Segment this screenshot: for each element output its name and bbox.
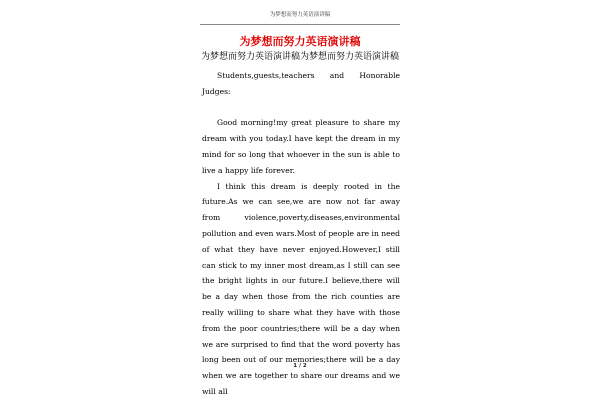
document-body — [202, 68, 400, 400]
salutation-paragraph: Students,guests,teachers and Honorable Judges: — [202, 71, 400, 96]
running-header: 为梦想而努力英语演讲稿 — [269, 12, 331, 18]
header-divider — [200, 24, 400, 25]
document-subtitle: 为梦想而努力英语演讲稿为梦想而努力英语演讲稿 — [200, 52, 399, 62]
body-paragraph: I think this dream is deeply rooted in the future.As we can see,we are now not far away from violence,poverty,diseases,environmental pollution and even wars.Most of people are in need of what they have never enjoyed.However,I still can stick to my inner most dream,as I still can see the bright lights in our future.I believe,there will be a day when those from the rich counties are really willing to share what they have with those from the poor countries;there will be a day when we are surprised to find that the word poverty has long been out of our memories;there will be a day when we are together to share our dreams and we will all — [202, 181, 400, 396]
body-paragraph: Good morning!my great pleasure to share my dream with you today.I have kept the dream in my mind for so long that whoever in the sun is able to live a happy life forever. — [202, 118, 400, 175]
page-number: 1 / 2 — [293, 363, 307, 369]
document-title: 为梦想而努力英语演讲稿 — [239, 35, 361, 48]
